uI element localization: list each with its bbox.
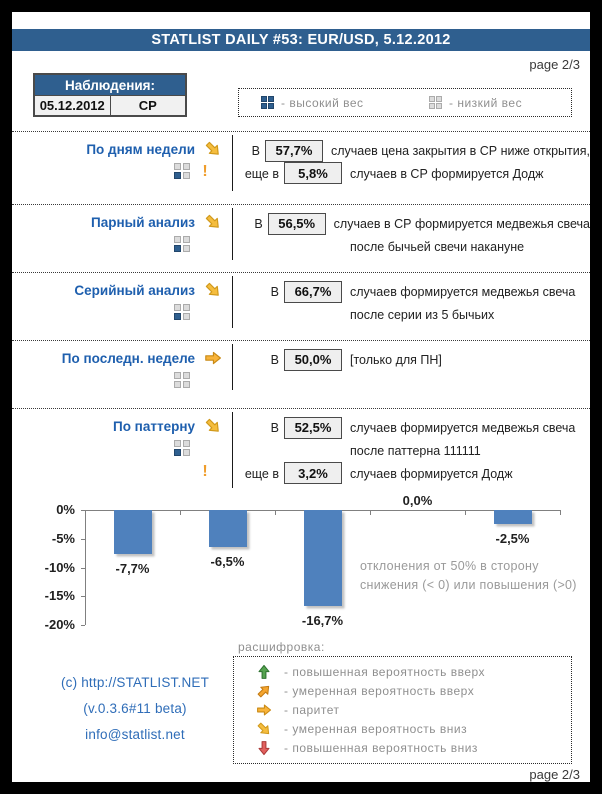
- exclamation-icon: !: [202, 163, 208, 180]
- weight-cell-on: [174, 449, 181, 456]
- section-title-row: [86, 140, 222, 158]
- weight-legend-low: [429, 96, 522, 110]
- section-left-column: [12, 132, 232, 204]
- statement-row: [233, 139, 590, 162]
- weight-cell-off: [183, 313, 190, 320]
- weight-cell-off: [183, 236, 190, 243]
- probability-value: 52,5%: [284, 417, 342, 439]
- weight-cell-on: [174, 172, 181, 179]
- trend-down-right-icon: [204, 281, 222, 299]
- observation-date: 05.12.2012: [39, 98, 105, 113]
- section-weight-grid: [174, 163, 190, 179]
- weight-cell-off: [183, 449, 190, 456]
- y-tick-label: -5%: [51, 530, 75, 546]
- section-left-column: [12, 205, 232, 272]
- weight-cell-off: [174, 440, 181, 447]
- bar-value-label: -7,7%: [115, 561, 150, 577]
- statement-text: случаев в СР формируется Додж: [350, 166, 544, 181]
- weight-cell-off: [429, 96, 435, 102]
- statement-text: после паттерна 111111: [350, 443, 481, 458]
- trend-down-right-icon: [204, 417, 222, 435]
- weight-cell-off: [174, 372, 181, 379]
- statement-prefix: В: [270, 352, 279, 367]
- legend-row: [234, 721, 571, 738]
- legend-row: [234, 740, 571, 757]
- weight-cell-off: [174, 304, 181, 311]
- bar: [114, 510, 152, 554]
- exclamation-icon: !: [202, 463, 208, 480]
- y-tick-mark: [81, 596, 85, 597]
- legend-title: расшифровка:: [238, 640, 325, 654]
- y-tick-label: -20%: [44, 617, 75, 632]
- weight-cell-on: [261, 103, 267, 109]
- y-tick-mark: [81, 539, 85, 540]
- legend-label: - умеренная вероятность вверх: [284, 683, 475, 698]
- bar-value-label: -16,7%: [301, 613, 344, 629]
- section-content: [233, 212, 590, 258]
- analysis-section: [12, 131, 590, 204]
- section-content: [233, 139, 590, 185]
- weight-legend-box: [238, 88, 572, 117]
- weight-cell-off: [183, 172, 190, 179]
- bar-value-label: 0,0%: [402, 493, 433, 508]
- statement-text: случаев формируется медвежья свеча: [350, 284, 576, 299]
- x-tick-mark: [85, 510, 86, 515]
- x-tick-mark: [180, 510, 181, 515]
- statement-row: [233, 439, 590, 462]
- legend-label: - повышенная вероятность вниз: [284, 741, 478, 756]
- statement-text: случаев формируется Додж: [350, 466, 513, 481]
- trend-down-right-icon: [256, 721, 272, 737]
- trend-down-right-icon: [204, 140, 222, 158]
- section-title: Серийный анализ: [74, 282, 195, 298]
- statement-text: [только для ПН]: [350, 352, 442, 367]
- observations-table: [33, 73, 187, 117]
- low-weight-icon: [429, 96, 442, 109]
- section-title-row: [113, 417, 222, 435]
- section-title: Парный анализ: [91, 214, 195, 230]
- statement-row: [233, 416, 590, 439]
- email-link[interactable]: info@statlist.net: [85, 727, 185, 742]
- weight-cell-off: [183, 163, 190, 170]
- x-tick-mark: [560, 510, 561, 515]
- bar: [304, 510, 342, 606]
- bar: [494, 510, 532, 524]
- statement-prefix: еще в: [244, 466, 279, 481]
- bar: [209, 510, 247, 547]
- section-title: По дням недели: [86, 141, 195, 157]
- legend-row: [234, 682, 571, 699]
- probability-value: 50,0%: [284, 349, 342, 371]
- footer-credits: [30, 675, 240, 753]
- report-page: [12, 12, 590, 782]
- section-left-column: [12, 273, 232, 340]
- statement-row: [233, 280, 590, 303]
- trend-down-icon: [256, 740, 272, 756]
- statement-row: [233, 162, 590, 185]
- trend-down-right-icon: [204, 213, 222, 231]
- weight-cell-off: [436, 103, 442, 109]
- weight-cell-off: [183, 304, 190, 311]
- y-tick-label: 0%: [56, 502, 75, 517]
- statement-prefix: еще в: [244, 166, 279, 181]
- statement-row: [233, 303, 590, 326]
- weight-cell-off: [174, 163, 181, 170]
- x-tick-mark: [275, 510, 276, 515]
- trend-legend-box: [233, 656, 572, 764]
- chart-annotation: отклонения от 50% в сторону снижения (< 0) или повышения (>0): [360, 559, 577, 592]
- statement-text: случаев цена закрытия в СР ниже открытия,: [330, 143, 590, 158]
- weight-cell-on: [261, 96, 267, 102]
- statement-text: после серии из 5 бычьих: [350, 307, 495, 322]
- statement-text: случаев в СР формируется медвежья свеча: [333, 216, 590, 231]
- analysis-section: [12, 204, 590, 272]
- weight-cell-on: [268, 96, 274, 102]
- statement-text: случаев формируется медвежья свеча: [350, 420, 576, 435]
- section-weight-grid: [174, 236, 190, 252]
- weight-cell-off: [183, 245, 190, 252]
- x-tick-mark: [465, 510, 466, 515]
- legend-row: [234, 663, 571, 680]
- trend-up-right-icon: [256, 683, 272, 699]
- section-title-row: [62, 349, 222, 367]
- legend-row: [234, 701, 571, 718]
- probability-value: 66,7%: [284, 281, 342, 303]
- section-content: [233, 348, 590, 371]
- weight-cell-off: [183, 372, 190, 379]
- section-title-row: [91, 213, 222, 231]
- weight-cell-off: [429, 103, 435, 109]
- trend-up-icon: [256, 664, 272, 680]
- high-weight-label: - высокий вес: [281, 95, 364, 110]
- weight-cell-off: [436, 96, 442, 102]
- weight-cell-on: [174, 245, 181, 252]
- y-tick-mark: [81, 625, 85, 626]
- y-axis-line: [85, 510, 86, 625]
- section-title: По паттерну: [112, 418, 195, 434]
- y-tick-label: -10%: [44, 559, 75, 575]
- legend-label: - умеренная вероятность вниз: [284, 722, 468, 737]
- trend-right-icon: [256, 702, 272, 718]
- statement-text: после бычьей свечи накануне: [350, 239, 525, 254]
- weight-cell-off: [183, 440, 190, 447]
- section-left-column: [12, 341, 232, 408]
- bar-value-label: -2,5%: [495, 531, 530, 547]
- section-content: [233, 416, 590, 485]
- deviation-bar-chart: [12, 482, 590, 647]
- weight-cell-off: [174, 381, 181, 388]
- weight-cell-on: [268, 103, 274, 109]
- statement-prefix: В: [270, 284, 279, 299]
- analysis-section: [12, 340, 590, 408]
- probability-value: 57,7%: [265, 140, 323, 162]
- probability-value: 5,8%: [284, 162, 342, 184]
- section-title-row: [74, 281, 222, 299]
- table-row: [35, 95, 185, 115]
- section-weight-grid: [174, 372, 190, 388]
- y-tick-mark: [81, 568, 85, 569]
- legend-label: - паритет: [284, 702, 340, 717]
- weight-cell-off: [183, 381, 190, 388]
- analysis-section: [12, 272, 590, 340]
- statement-prefix: В: [251, 143, 260, 158]
- statement-row: [233, 212, 590, 235]
- low-weight-label: - низкий вес: [449, 95, 523, 110]
- section-title: По последн. неделе: [61, 350, 195, 366]
- probability-value: 3,2%: [284, 462, 342, 484]
- statement-row: [233, 235, 590, 258]
- section-weight-grid: [174, 304, 190, 320]
- weight-cell-off: [174, 236, 181, 243]
- page-title: STATLIST DAILY #53: EUR/USD, 5.12.2012: [12, 29, 590, 51]
- bar-value-label: -6,5%: [210, 554, 245, 570]
- high-weight-icon: [261, 96, 274, 109]
- statement-prefix: В: [254, 216, 263, 231]
- y-tick-label: -15%: [44, 588, 75, 604]
- statement-prefix: В: [270, 420, 279, 435]
- trend-right-icon: [204, 349, 222, 367]
- version-label: (v.0.3.6#11 beta): [83, 701, 187, 716]
- site-link[interactable]: (c) http://STATLIST.NET: [60, 675, 210, 690]
- legend-label: - повышенная вероятность вверх: [284, 664, 486, 679]
- x-tick-mark: [370, 510, 371, 515]
- observations-header: Наблюдения:: [35, 75, 185, 95]
- probability-value: 56,5%: [268, 213, 326, 235]
- observation-weekday: СР: [110, 96, 186, 115]
- section-content: [233, 280, 590, 326]
- weight-cell-on: [174, 313, 181, 320]
- statement-row: [233, 348, 590, 371]
- page-number-top: page 2/3: [529, 57, 580, 72]
- section-weight-grid: [174, 440, 190, 456]
- page-number-bottom: page 2/3: [529, 767, 580, 782]
- weight-legend-high: [261, 96, 411, 110]
